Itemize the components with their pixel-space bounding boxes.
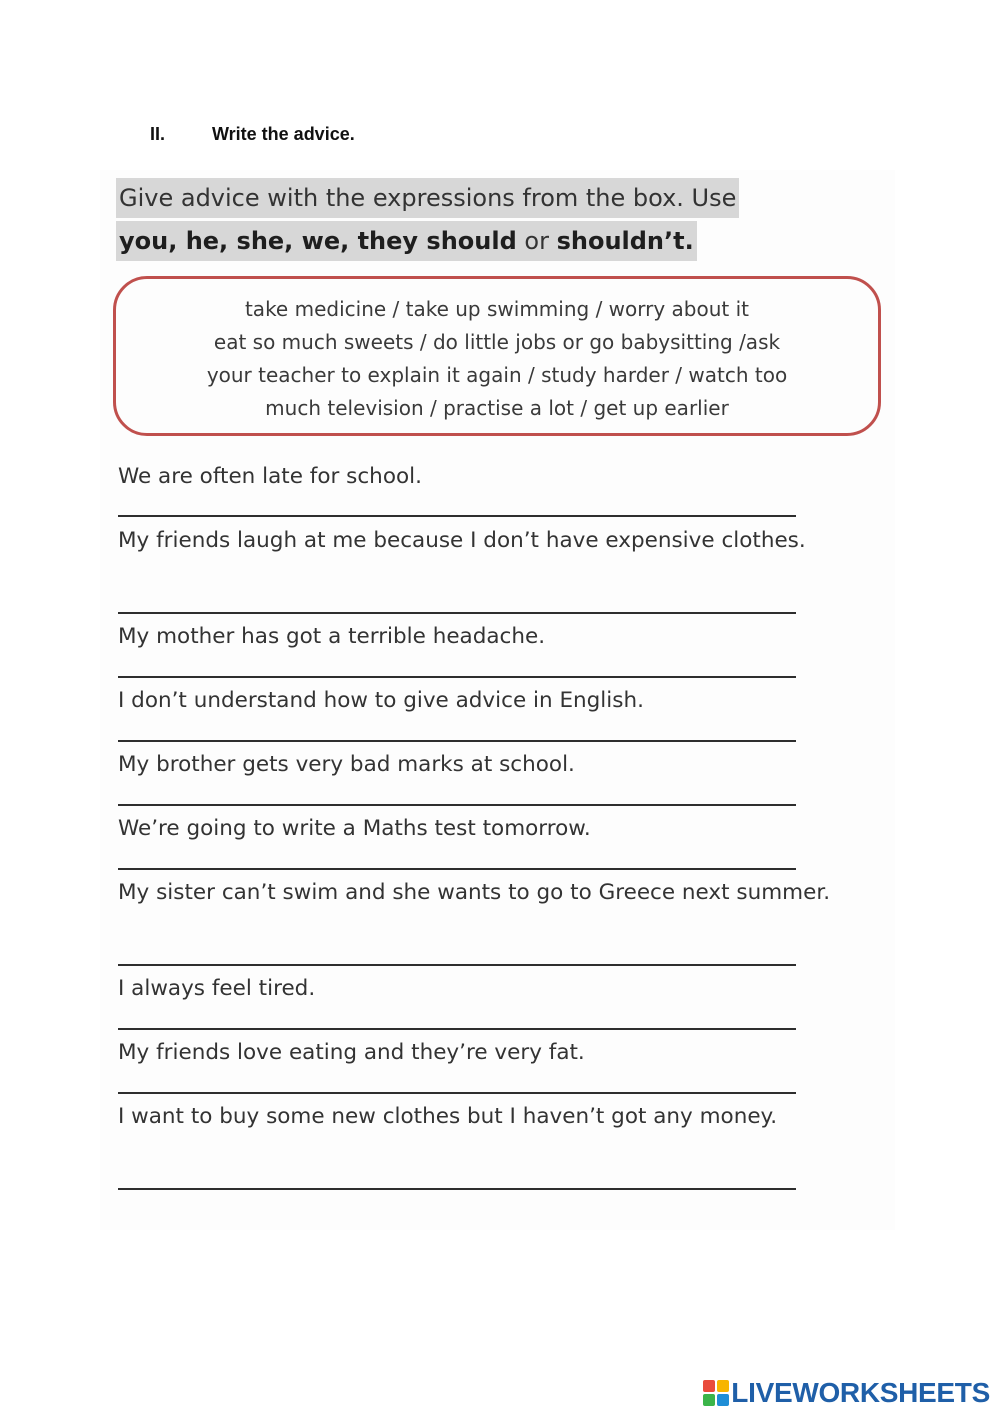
answer-line-6[interactable] <box>118 868 796 870</box>
question-6: We’re going to write a Maths test tomorrow. <box>118 816 591 841</box>
answer-line-1[interactable] <box>118 515 796 517</box>
answer-line-8[interactable] <box>118 1028 796 1030</box>
logo-mark-square <box>717 1380 729 1392</box>
section-title: Write the advice. <box>212 124 355 144</box>
expressions-line: eat so much sweets / do little jobs or go babysitting /ask <box>213 330 781 354</box>
section-number: II. <box>150 124 166 144</box>
answer-line-2[interactable] <box>118 612 796 614</box>
logo-mark-square <box>703 1394 715 1406</box>
instruction-pronouns: you, he, she, we, they should <box>119 227 517 255</box>
instruction-shouldnt: shouldn’t. <box>556 227 694 255</box>
question-5: My brother gets very bad marks at school. <box>118 752 575 777</box>
logo-mark-square <box>703 1380 715 1392</box>
question-2: My friends laugh at me because I don’t have expensive clothes. <box>118 528 806 553</box>
question-4: I don’t understand how to give advice in English. <box>118 688 644 713</box>
section-heading <box>150 124 355 145</box>
expressions-box <box>113 276 881 436</box>
answer-line-4[interactable] <box>118 740 796 742</box>
answer-line-7[interactable] <box>118 964 796 966</box>
answer-line-9[interactable] <box>118 1092 796 1094</box>
logo-text: LIVEWORKSHEETS <box>731 1377 990 1408</box>
question-1: We are often late for school. <box>118 464 422 489</box>
instruction-or: or <box>516 227 557 255</box>
expressions-line: take medicine / take up swimming / worry about it <box>244 297 750 321</box>
liveworksheets-logo <box>703 1377 990 1409</box>
question-9: My friends love eating and they’re very fat. <box>118 1040 585 1065</box>
question-3: My mother has got a terrible headache. <box>118 624 546 649</box>
instruction-line-1: Give advice with the expressions from the box. Use <box>116 178 739 218</box>
expressions-line: much television / practise a lot / get up earlier <box>265 396 729 420</box>
logo-mark-square <box>717 1394 729 1406</box>
expressions-line: your teacher to explain it again / study harder / watch too <box>206 363 788 387</box>
logo-mark-icon <box>703 1380 729 1406</box>
question-10: I want to buy some new clothes but I haven’t got any money. <box>118 1104 778 1129</box>
answer-line-3[interactable] <box>118 676 796 678</box>
answer-line-5[interactable] <box>118 804 796 806</box>
question-8: I always feel tired. <box>118 976 316 1001</box>
instruction-line-2 <box>116 221 697 261</box>
answer-line-10[interactable] <box>118 1188 796 1190</box>
question-7: My sister can’t swim and she wants to go to Greece next summer. <box>118 880 831 905</box>
